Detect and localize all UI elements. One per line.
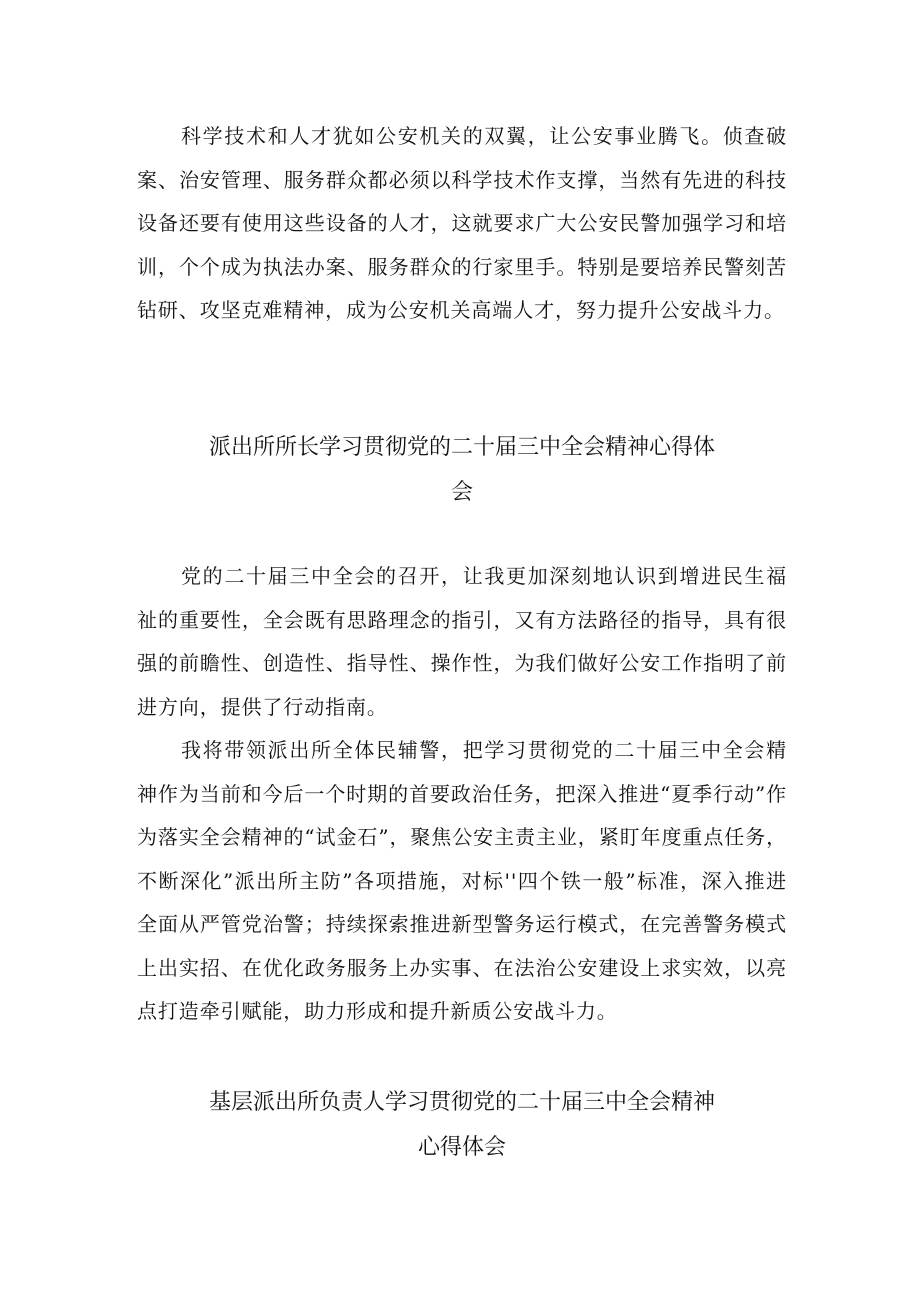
body-paragraph: 科学技术和人才犹如公安机关的双翼，让公安事业腾飞。侦查破案、治安管理、服务群众都必须以科学技术作支撑，当然有先进的科技设备还要有使用这些设备的人才，这就要求广大公安民警加强学习和培训，个个成为执法办案、服务群众的行家里手。特别是要培养民警刻苦钻研、攻坚克难精神，成为公安机关高端人才，努力提升公安战斗力。: [137, 124, 787, 322]
section-heading: [137, 425, 787, 515]
body-paragraph: 党的二十届三中全会的召开，让我更加深刻地认识到增进民生福祉的重要性，全会既有思路理念的指引，又有方法路径的指导，具有很强的前瞻性、创造性、指导性、操作性，为我们做好公安工作指明了前进方向，提供了行动指南。: [137, 564, 787, 719]
heading-line: 派出所所长学习贯彻党的二十届三中全会精神心得体: [208, 435, 715, 460]
heading-line: 会: [450, 480, 473, 505]
heading-line: 基层派出所负责人学习贯彻党的二十届三中全会精神: [208, 1090, 715, 1115]
section-heading: [137, 1080, 787, 1170]
body-paragraph: 我将带领派出所全体民辅警，把学习贯彻党的二十届三中全会精神作为当前和今后一个时期的首要政治任务，把深入推进“夏季行动”作为落实全会精神的“试金石”，聚焦公安主责主业，紧盯年度重点任务，不断深化”派出所主防”各项措施，对标''四个铁一般”标准，深入推进全面从严管党治警；持续探索推进新型警务运行模式，在完善警务模式上出实招、在优化政务服务上办实事、在法治公安建设上求实效，以亮点打造牵引赋能，助力形成和提升新质公安战斗力。: [137, 738, 787, 1023]
heading-line: 心得体会: [417, 1135, 506, 1160]
